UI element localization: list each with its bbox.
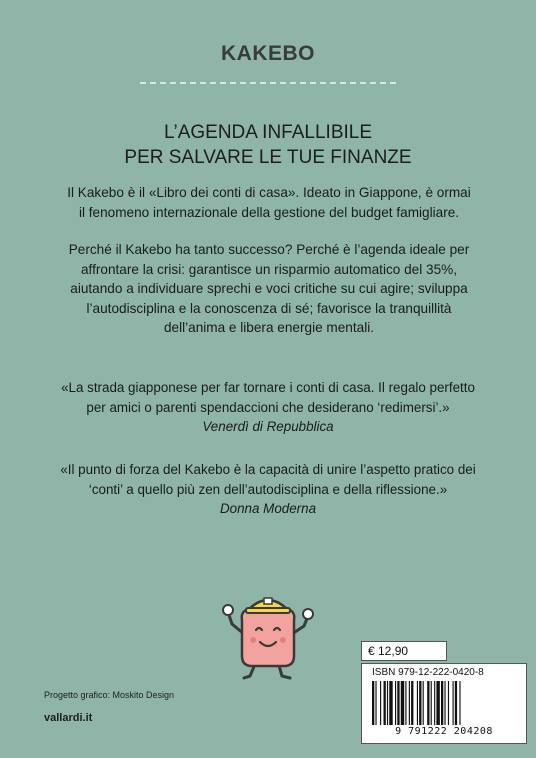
barcode-bar (417, 681, 418, 725)
headline (0, 120, 536, 170)
quote-line-2: ‘conti’ a quello più zen dell’autodisciplina e della riflessione.» (88, 481, 448, 497)
kakebo-mascot-icon (218, 590, 318, 685)
intro-line-2: il fenomeno internazionale della gestione del budget famigliare. (78, 204, 460, 220)
barcode-bar (419, 681, 421, 725)
barcode-bar (444, 681, 445, 725)
quote-line-2: per amici o parenti spendaccioni che desiderano ‘redimersi’.» (86, 399, 450, 415)
barcode-bar (436, 681, 439, 725)
quote-source: Donna Moderna (219, 501, 317, 516)
quote-venerdi (40, 378, 496, 437)
intro-paragraph (54, 183, 484, 222)
barcode-bar (409, 681, 410, 725)
barcode-box (361, 663, 527, 744)
book-title: KAKEBO (220, 42, 315, 65)
headline-line-2: PER SALVARE LE TUE FINANZE (124, 147, 412, 168)
barcode-bar (453, 681, 454, 725)
barcode-bar (411, 681, 413, 725)
barcode-bar (423, 681, 424, 725)
description-paragraph (54, 240, 484, 338)
barcode-bar (455, 681, 457, 725)
barcode-bar (372, 681, 374, 725)
description-line-4: l’autodisciplina e la conoscenza di sé; favorisce la tranquillità (86, 300, 452, 316)
barcode-bar (459, 681, 460, 725)
quote-donna-moderna (40, 460, 496, 519)
headline-line-1: L’AGENDA INFALLIBILE (163, 122, 373, 143)
isbn-label: ISBN 979-12-222-0420-8 (372, 667, 484, 678)
quote-line-1: «La strada giapponese per far tornare i conti di casa. Il regalo perfetto (61, 380, 475, 395)
barcode-bar (401, 681, 404, 725)
barcode-bar (375, 681, 376, 725)
description-line-1: Perché il Kakebo ha tanto successo? Perché è l’agenda ideale per (68, 242, 470, 257)
description-line-5: dell’anima e libera energie mentali. (163, 320, 375, 335)
intro-line-1: Il Kakebo è il «Libro dei conti di casa». Ideato in Giappone, è ormai (67, 185, 471, 200)
barcode-bar (380, 681, 381, 725)
description-line-3: aiutando a individuare sprechi e voci critiche su cui agire; sviluppa (70, 281, 468, 296)
barcode-bar (389, 681, 392, 725)
barcode-bar (431, 681, 432, 725)
barcode-icon (372, 681, 518, 725)
barcode-bar (395, 681, 396, 725)
barcode-bar (405, 681, 406, 725)
description-line-2: affrontare la crisi: garantisce un risparmio automatico del 35%, (80, 261, 458, 277)
barcode-bar (384, 681, 386, 725)
dashed-divider (140, 82, 396, 84)
barcode-bar (427, 681, 429, 725)
barcode-bar (441, 681, 443, 725)
design-credit: Progetto grafico: Moskito Design (44, 690, 175, 700)
price-label: € 12,90 (361, 641, 447, 661)
quote-line-1: «Il punto di forza del Kakebo è la capacità di unire l’aspetto pratico dei (60, 462, 476, 477)
quote-source: Venerdì di Repubblica (202, 419, 334, 434)
publisher-url: vallardi.it (44, 712, 93, 724)
barcode-bar (397, 681, 399, 725)
barcode-bar (448, 681, 449, 725)
barcode-digits: 9 791222 204208 (395, 726, 493, 737)
barcode-bar (434, 681, 435, 725)
barcode-bar (387, 681, 388, 725)
